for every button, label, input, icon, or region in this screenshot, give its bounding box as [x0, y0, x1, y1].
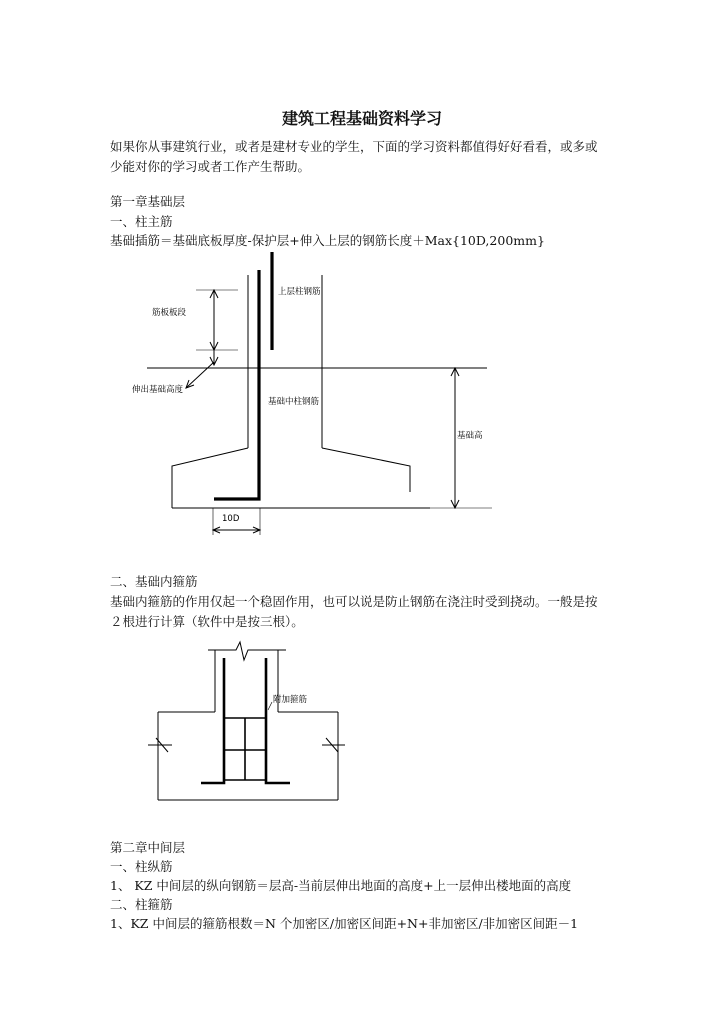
label-extra-stirrup: 附加箍筋 [273, 695, 308, 705]
label-foundation-height: 基础高 [457, 431, 483, 441]
label-inner-rebar: 基础中柱钢筋 [268, 397, 320, 407]
section2-heading: 二、基础内箍筋 [110, 574, 198, 589]
label-10d: 10D [222, 514, 240, 524]
label-extend-height: 伸出基础高度 [132, 385, 184, 395]
chapter2-heading: 第二章中间层 [110, 840, 186, 855]
right-break-mark [322, 738, 345, 752]
chapter2-section2-heading: 二、柱箍筋 [110, 897, 173, 912]
column-break-mark [225, 642, 262, 660]
formula-foundation-rebar: 基础插筋＝基础底板厚度-保护层+伸入上层的钢筋长度＋Max{10D,200mm} [110, 233, 545, 248]
section1-heading: 一、柱主筋 [110, 214, 173, 229]
document-title: 建筑工程基础资料学习 [281, 109, 442, 128]
left-break-mark [148, 738, 172, 752]
chapter2-section1-heading: 一、柱纵筋 [110, 859, 173, 874]
chapter1-heading: 第一章基础层 [110, 194, 186, 209]
stirrup-paragraph: 基础内箍筋的作用仅起一个稳固作用，也可以说是防止钢筋在浇注时受到挠动。一般是按２根进行计算（软件中是按三根）。 [110, 594, 598, 629]
intro-paragraph: 如果你从事建筑行业，或者是建材专业的学生，下面的学习资料都值得好好看看，或多或少能对你的学习或者工作产生帮助。 [110, 139, 598, 174]
label-slab-thickness: 筋板板段 [152, 308, 187, 318]
longitudinal-rebar-formula: 1、 KZ 中间层的纵向钢筋＝层高-当前层伸出地面的高度+上一层伸出楼地面的高度 [110, 878, 572, 893]
stirrup-count-formula: 1、KZ 中间层的箍筋根数＝N 个加密区/加密区间距+N+非加密区/非加密区间距－1 [110, 916, 579, 931]
label-upper-rebar: 上层柱钢筋 [278, 287, 321, 297]
left-vertical-rebar [201, 658, 224, 783]
